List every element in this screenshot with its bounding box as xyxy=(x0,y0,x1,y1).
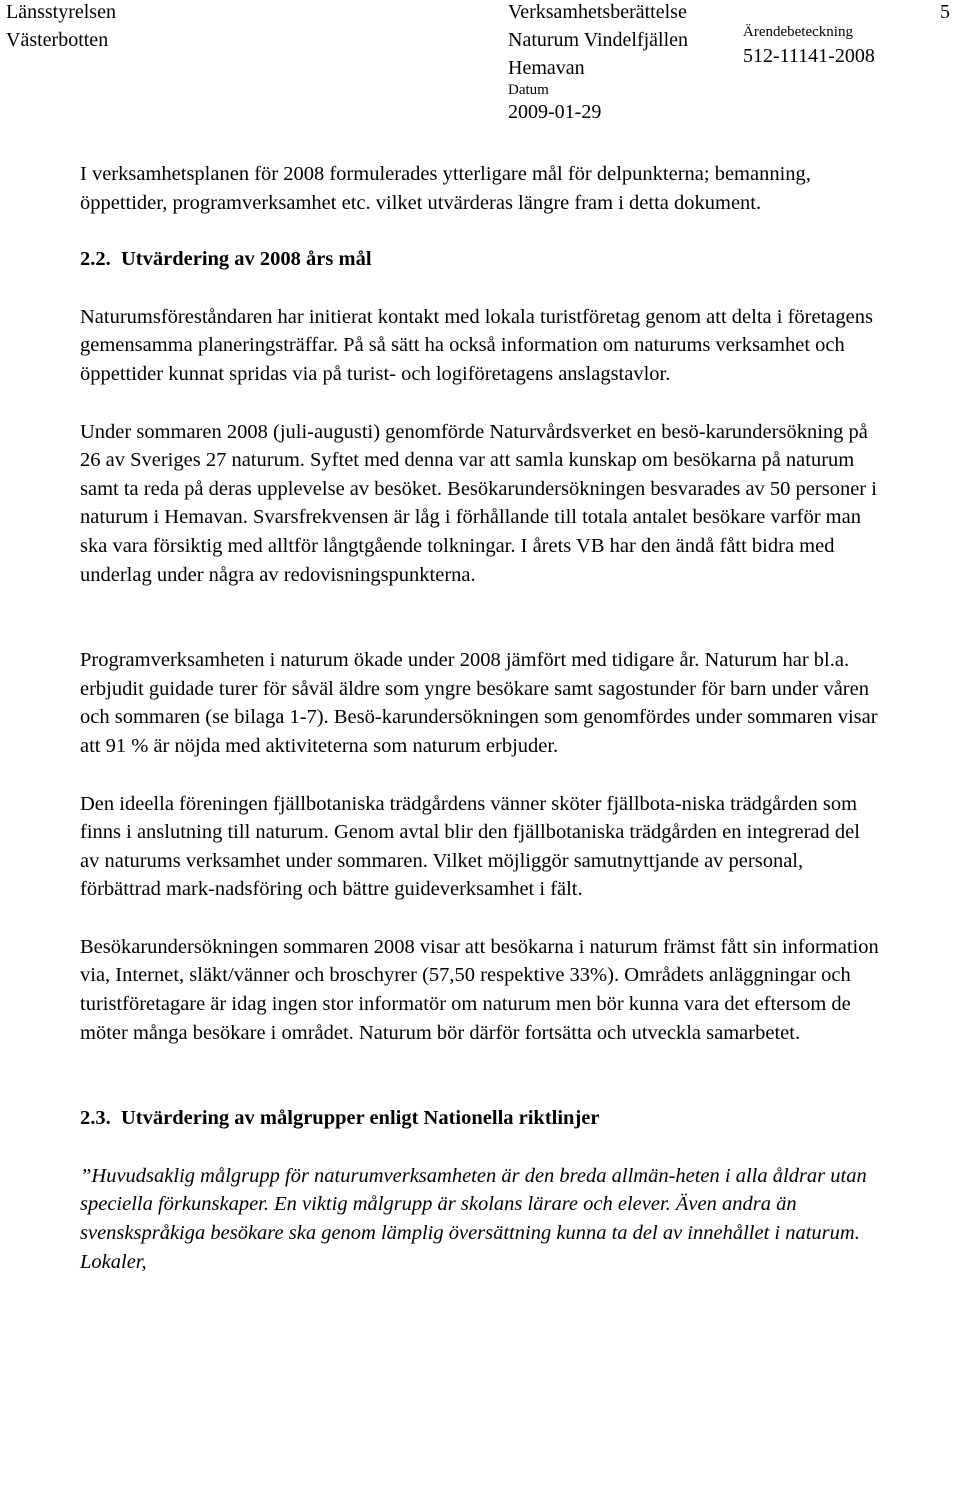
paragraph: Den ideella föreningen fjällbotaniska trädgårdens vänner sköter fjällbota-niska trädgården som finns i anslutning till naturum. Genom avtal blir den fjällbotaniska trädgården en integrerad del av naturums verksamhet under sommaren. Vilket möjliggör samutnyttjande av personal, förbättrad mark-nadsföring och bättre guideverksamhet i fält. xyxy=(80,792,860,901)
paragraph: Programverksamheten i naturum ökade under 2008 jämfört med tidigare år. Naturum har bl.a. erbjudit guidade turer för såväl äldre som yngre besökare samt sagostunder för barn under våren och sommaren (se bilaga 1-7). Besö-karundersökningen som genomfördes under sommaren visar att 91 % är nöjda med aktiviteterna som naturum erbjuder. xyxy=(80,649,878,757)
guideline-quote: ”Huvudsaklig målgrupp för naturumverksamheten är den breda allmän-heten i alla åldrar utan speciella förkunskaper. En viktig målgrupp är skolans lärare och elever. Även andra än svenskspråkiga besökare ska genom lämplig översättning kunna ta del av innehållet i naturum. Lokaler, xyxy=(80,1164,867,1273)
document-subject: Naturum Vindelfjällen xyxy=(508,29,689,51)
header-reference xyxy=(743,20,875,70)
section-number: 2.3. xyxy=(80,1107,111,1130)
org-region: Västerbotten xyxy=(6,29,109,51)
header-organization xyxy=(6,0,116,54)
document-body xyxy=(80,160,880,1276)
intro-paragraph: I verksamhetsplanen för 2008 formulerades ytterligare mål för delpunkterna; bemanning, öppettider, programverksamhet etc. vilket utvärderas längre fram i detta dokument. xyxy=(80,163,811,214)
reference-number: 512-11141-2008 xyxy=(743,45,875,67)
paragraph: Under sommaren 2008 (juli-augusti) genomförde Naturvårdsverket en besö-karundersökning på 26 av Sveriges 27 naturum. Syftet med denna var att samla kunskap om besökarna på naturum samt ta reda på deras upplevelse av besöket. Besökarundersökningen besvarades av 50 personer i naturum i Hemavan. Svarsfrekvensen är låg i förhållande till totala antalet besökare varför man ska vara försiktig med alltför långtgående tolkningar. I årets VB har den ändå fått bidra med underlag under några av redovisningspunkterna. xyxy=(80,420,877,586)
header-document-info xyxy=(508,0,688,82)
org-name: Länsstyrelsen xyxy=(6,1,116,23)
page-number: 5 xyxy=(940,1,950,23)
date-value: 2009-01-29 xyxy=(508,101,602,123)
section-number: 2.2. xyxy=(80,248,111,271)
date-label: Datum xyxy=(508,82,549,98)
document-type: Verksamhetsberättelse xyxy=(508,1,687,23)
section-title: Utvärdering av 2008 års mål xyxy=(121,248,372,271)
paragraph: Naturumsföreståndaren har initierat kontakt med lokala turistföretag genom att delta i företagens gemensamma planeringsträffar. På så sätt ha också information om naturums verksamhet och öppettider kunnat spridas via på turist- och logiföretagens anslagstavlor. xyxy=(80,305,873,385)
paragraph: Besökarundersökningen sommaren 2008 visar att besökarna i naturum främst fått sin information via, Internet, släkt/vänner och broschyrer (57,50 respektive 33%). Områdets anläggningar och turistföretagare är idag ingen stor informatör om naturum men bör kunna vara det eftersom de möter många besökare i området. Naturum bör därför fortsätta och utveckla samarbetet. xyxy=(80,935,879,1044)
reference-label: Ärendebeteckning xyxy=(743,24,853,40)
section-title: Utvärdering av målgrupper enligt Nationella riktlinjer xyxy=(121,1107,600,1130)
document-location: Hemavan xyxy=(508,57,585,79)
section-heading-2-3 xyxy=(80,1104,880,1133)
section-heading-2-2 xyxy=(80,245,880,274)
